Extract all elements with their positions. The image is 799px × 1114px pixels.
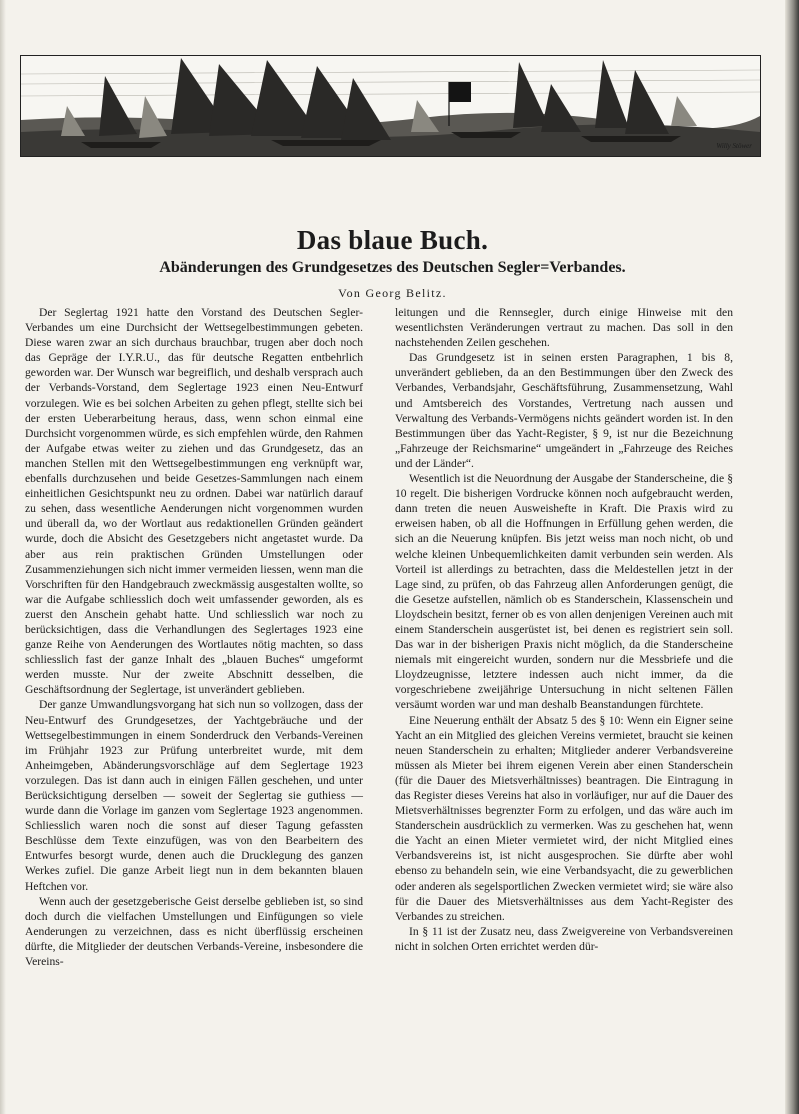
paragraph: Wesentlich ist die Neuordnung der Ausgabe der Standerscheine, die § 10 regelt. Die bisherigen Vordrucke können noch aufgebraucht werden, dann treten die neuen Ausweishefte in Kraft. Die Praxis wird zu erweisen haben, ob all die Hoffnungen in Erfüllung gehen werden, die sich an die Neuerung knüpfen. Bis jetzt weiss man noch nicht, ob und welche kleinen Unbequemlichkeiten damit verbunden sein werden. Als Vorteil ist allerdings zu betrachten, dass die Meldestellen jetzt in der Lage sind, zu prüfen, ob das Fahrzeug allen Anforderungen genügt, die die Gesetze aufstellen, nämlich ob es Standerschein, Klassenschein und Lloydschein besitzt, ferner ob es von allen denjenigen Vereinen auch mit einem Standerschein ausgerüstet ist, bei denen es registriert sein soll. Das war in der bisherigen Praxis nicht möglich, da die Standerscheine niemals mit eingereicht wurden, sondern nur die Messbriefe und die Lloydzeugnisse, letztere indessen auch nicht immer, da die vorgeschriebene zweijährige Untersuchung in nicht seltenen Fällen versäumt worden war und man deshalb Beanstandungen fürchtete. <box>395 472 733 712</box>
sailing-regatta-illustration <box>20 55 761 157</box>
text-column-right <box>395 305 733 954</box>
article-author: Von Georg Belitz. <box>338 286 447 300</box>
paragraph: Der Seglertag 1921 hatte den Vorstand des Deutschen Segler-Verbandes um eine Durchsicht der Wettsegelbestimmungen gebeten. Diese waren zwar an sich durchaus brauchbar, trugen aber doch noch das Gepräge der I.Y.R.U., das für deutsche Regatten entbehrlich geworden war. Der Wunsch war begreiflich, und deshalb versprach auch der Verbands-Vorstand, dem Seglertage 1923 einen Neu-Entwurf vorzulegen. Wie es bei solchen Arbeiten zu gehen pflegt, stellte sich bei der ersten Ueberarbeitung heraus, dass, wenn schon einmal eine Durchsicht vorgenommen würde, es sich empfehlen würde, den Rahmen der Aufgabe etwas weiter zu ziehen und das Grundgesetz, das an manchen Stellen mit den Wettsegelbestimmungen eng verknüpft war, ebenfalls durchzusehen und beide Gesetzes-Sammlungen nach einem einheitlichen Gesichtspunkt neu zu ordnen. Dabei war natürlich darauf zu sehen, dass wesentliche Aenderungen nicht vorgenommen wurden und überall da, wo der Wortlaut aus redaktionellen Gründen geändert wurde, doch die Absicht des Gesetzgebers nicht angetastet wurde. Da aber aus rein praktischen Gründen Umstellungen oder Zusammenziehungen sich nicht immer vermeiden liessen, wenn man die Vorschriften für den Handgebrauch zweckmässig ausgestalten wollte, so war die Aufgabe schliesslich doch weit umfassender geworden, als es zuerst den Anschein gehabt hatte. Und schliesslich war noch zu berücksichtigen, dass die Verhandlungen des Seglertages 1923 eine ganze Reihe von Aenderungen des Wortlautes nötig machten, so dass schliesslich fast der ganze Inhalt des „blauen Buches“ umgeformt werden musste. Nur der zweite Abschnitt desselben, die Geschäftsordnung der Seglertage, ist unverändert geblieben. <box>25 306 363 697</box>
paragraph: In § 11 ist der Zusatz neu, dass Zweigvereine von Verbandsvereinen nicht in solchen Orten errichtet werden dür- <box>395 924 733 953</box>
artist-signature: Willy Stöwer <box>716 142 752 150</box>
paragraph: Eine Neuerung enthält der Absatz 5 des § 10: Wenn ein Eigner seine Yacht an ein Mitglied des gleichen Vereins vermietet, braucht sie keinen neuen Standerschein zu erhalten; Mitglieder anderer Verbandsvereine müssen als Mieter bei ihrem eigenen Verein aber einen Standerschein (für die Dauer des Mietsverhältnisses) beantragen. Die Eintragung in das Register dieses Vereins hat also in vorläufiger, nur auf die Dauer des Mietsverhältnisses begrenzter Form zu erfolgen, und das wäre auch im Standerschein ausdrücklich zu vermerken. Was zu geschehen hat, wenn die Yacht an einen Mieter vermietet wird, der nicht Mitglied eines Verbandsvereins ist, ist nicht ausgesprochen. Sie dürfte aber wohl ebenso zu behandeln sein, wie eine Verbandsyacht, die zu gewerblichen oder anderen als segelsportlichen Zwecken vermietet wird; sie wäre also für die Dauer des Mietsverhältnisses aus dem Yacht-Register des Verbandes zu streichen. <box>395 713 733 923</box>
scan-edge-right <box>785 0 799 1114</box>
regatta-drawing <box>21 56 760 156</box>
paragraph: Wenn auch der gesetzgeberische Geist derselbe geblieben ist, so sind doch durch die vielfachen Umstellungen und Einfügungen so viele Aenderungen zu verzeichnen, dass es nicht überflüssig erscheinen dürfte, die Mitglieder der deutschen Verbands-Vereine, insbesondere die Vereins- <box>25 894 363 969</box>
text-column-left <box>25 305 363 969</box>
paragraph: Der ganze Umwandlungsvorgang hat sich nun so vollzogen, dass der Neu-Entwurf des Grundgesetzes, der Yachtgebräuche und der Wettsegelbestimmungen in einem Sonderdruck den Verbands-Vereinen im Frühjahr 1923 zur Prüfung unterbreitet wurde, mit dem Anheimgeben, Abänderungsvorschläge auf dem Seglertage 1923 vorzulegen. Das ist dann auch in einigen Fällen geschehen, und unter Berücksichtigung derselben — soweit der Seglertag sie guthiess — wurde dann die Vorlage im ganzen vom Seglertage 1923 angenommen. Schliesslich waren noch die sonst auf dieser Tagung gefassten Beschlüsse dem Texte einzufügen, was von den Bearbeitern des Entwurfes besorgt wurde, denen auch die Drucklegung des ganzen Werkes zufiel. Die ganze Arbeit liegt nun in dem bekannten blauen Heftchen vor. <box>25 698 363 893</box>
paragraph: leitungen und die Rennsegler, durch einige Hinweise mit den wesentlichsten Veränderungen vertraut zu machen. Das soll in den nachstehenden Zeilen geschehen. <box>395 306 733 350</box>
article-subtitle: Abänderungen des Grundgesetzes des Deutschen Segler=Verbandes. <box>159 259 626 276</box>
article-title: Das blaue Buch. <box>296 225 489 255</box>
paragraph: Das Grundgesetz ist in seinen ersten Paragraphen, 1 bis 8, unverändert geblieben, da an den Bestimmungen über den Zweck des Verbandes, Verbandsjahr, Geschäftsführung, Zusammensetzung, Wahl und Amtsbereich des Vorstandes, Vertretung nach aussen und Verwaltung des Verbands-Vermögens nichts geändert worden ist. In den Bestimmungen über das Yacht-Register, § 9, ist nur die Bezeichnung „Fahrzeuge der Reichsmarine“ umgeändert in „Fahrzeuge des Reiches und der Länder“. <box>395 351 733 470</box>
scan-edge-left <box>0 0 6 1114</box>
